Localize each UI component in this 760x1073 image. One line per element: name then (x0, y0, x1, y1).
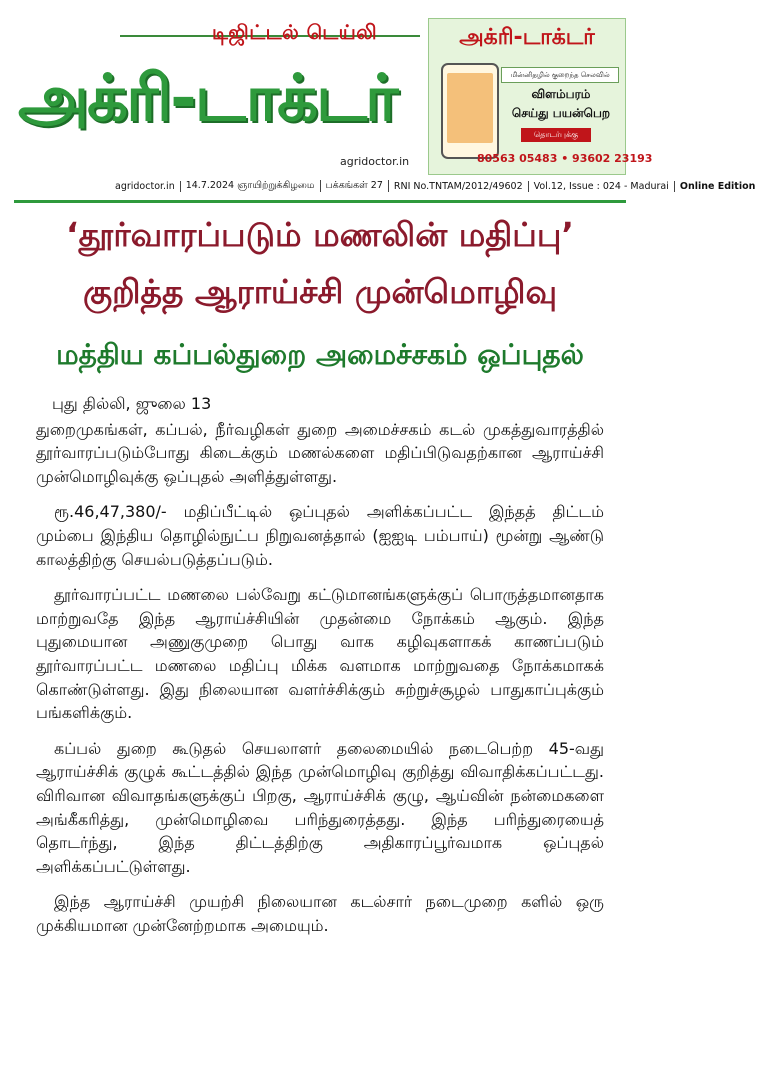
advertisement-box (428, 18, 653, 175)
dateline: புது தில்லி, ஜுலை 13 (52, 394, 212, 413)
masthead (0, 0, 756, 205)
masthead-tagline: டிஜிட்டல் டெய்லி (212, 20, 378, 44)
info-pages: பக்கங்கள் 27 (321, 180, 389, 192)
issue-info-bar (110, 178, 760, 194)
newspaper-logo: அக்ரி-டாக்டர் (18, 62, 397, 136)
paragraph-4: கப்பல் துறை கூடுதல் செயலாளர் தலைமையில் நடைபெற்ற 45-வது ஆராய்ச்சிக் குழுக் கூட்டத்தில் இந்த முன்மொழிவு குறித்து விவாதிக்கப்பட்டது. விரிவான விவாதங்களுக்குப் பிறகு, ஆராய்ச்சிக் குழு, ஆய்வின் நன்மைகளை அங்கீகரித்து, முன்மொழிவை பரிந்துரைத்தது. இந்த பரிந்துரையைத் தொடர்ந்து, இந்த திட்டத்திற்கு அதிகாரப்பூர்வமாக ஒப்புதல் அளிக்கப்பட்டுள்ளது. (36, 738, 604, 876)
header-rule (14, 200, 626, 203)
info-site: agridoctor.in (110, 181, 181, 192)
article-body (36, 392, 604, 949)
headline-line-1: ‘தூர்வாரப்படும் மணலின் மதிப்பு’ (66, 215, 574, 254)
paragraph-2: ரூ.46,47,380/- மதிப்பீட்டில் ஒப்புதல் அளிக்கப்பட்ட இந்தத் திட்டம் மும்பை இந்திய தொழில்நுட்ப நிறுவனத்தால் (ஐஐடி பம்பாய்) மூன்று ஆண்டு காலத்திற்கு செயல்படுத்தப்படும். (36, 502, 604, 569)
ad-line-1: விளம்பரம் (531, 87, 591, 101)
info-issue: Vol.12, Issue : 024 - Madurai (529, 181, 675, 192)
ad-strip: மின்னிதழில் குறைந்த செலவில் (501, 67, 619, 83)
ad-line-2: செய்து பயன்பெற (511, 106, 611, 120)
headline-line-2: குறித்த ஆராய்ச்சி முன்மொழிவு (82, 272, 558, 311)
info-rni: RNI No.TNTAM/2012/49602 (389, 181, 529, 192)
paragraph-1: துறைமுகங்கள், கப்பல், நீர்வழிகள் துறை அமைச்சகம் கடல் முகத்துவாரத்தில் தூர்வாரப்படும்போது கிடைக்கும் மணல்களை மதிப்பிடுவதற்கான ஆராய்ச்சி முன்மொழிவுக்கு ஒப்புதல் அளித்துள்ளது. (36, 419, 604, 486)
article-subhead: மத்திய கப்பல்துறை அமைச்சகம் ஒப்புதல் (56, 338, 584, 371)
smartphone-icon (441, 63, 499, 159)
ad-phone-numbers: 80563 05483 • 93602 23193 (477, 152, 653, 165)
info-edition: Online Edition (679, 180, 756, 192)
ad-contact-label: தொடர்புக்கு (521, 128, 591, 142)
logo-url: agridoctor.in (340, 155, 410, 168)
paragraph-3: தூர்வாரப்பட்ட மணலை பல்வேறு கட்டுமானங்களுக்குப் பொருத்தமானதாக மாற்றுவதே இந்த ஆராய்ச்சியின் முதன்மை நோக்கம் ஆகும். இந்த புதுமையான அணுகுமுறை பொது வாக கழிவுகளாகக் காணப்படும் தூர்வாரப்பட்ட மணலை மதிப்பு மிக்க வளமாக மாற்றுவதை நோக்கமாகக் கொண்டுள்ளது. இது நிலையான வளர்ச்சிக்கும் சுற்றுச்சூழல் பாதுகாப்புக்கும் பங்களிக்கும். (36, 585, 604, 723)
ad-title: அக்ரி-டாக்டர் (459, 25, 595, 50)
phone-screen (447, 73, 493, 143)
paragraph-5: இந்த ஆராய்ச்சி முயற்சி நிலையான கடல்சார் நடைமுறை களில் ஒரு முக்கியமான முன்னேற்றமாக அமையும். (36, 892, 604, 935)
info-date: 14.7.2024 ஞாயிற்றுக்கிழமை (181, 180, 321, 192)
